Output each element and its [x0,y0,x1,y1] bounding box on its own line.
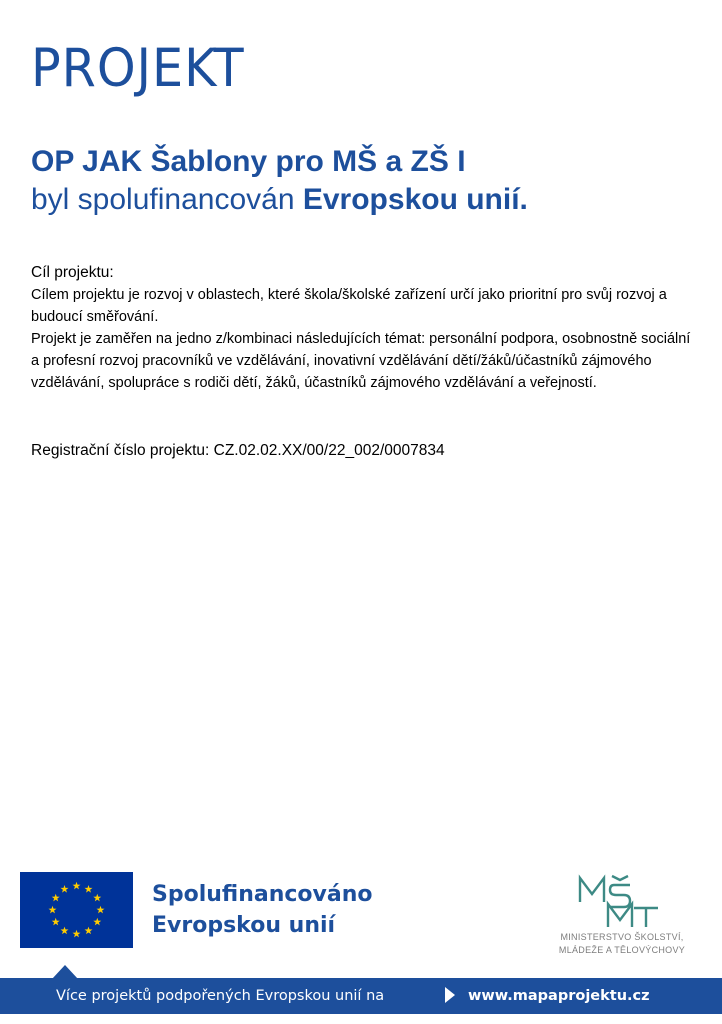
project-title [31,143,711,219]
footer-link[interactable]: www.mapaprojektu.cz [468,988,650,1004]
page-heading: PROJEKT [31,38,245,99]
registration-number: Registrační číslo projektu: CZ.02.02.XX/00/22_002/0007834 [31,442,445,459]
eu-star-icon [97,906,105,914]
eu-star-icon [52,894,60,902]
eu-star-icon [73,882,81,890]
eu-cofunding-line1: Spolufinancováno [152,882,373,907]
goal-label: Cíl projektu: [31,264,114,281]
eu-star-icon [85,927,93,935]
project-title-line2-prefix: byl spolufinancován [31,183,303,216]
eu-flag-icon [20,872,133,948]
eu-star-icon [93,894,101,902]
eu-cofunding-line2: Evropskou unií [152,913,336,938]
eu-star-icon [61,885,69,893]
eu-star-icon [61,927,69,935]
eu-star-icon [73,930,81,938]
footer-bar-notch [52,965,78,979]
eu-star-icon [52,918,60,926]
eu-star-icon [49,906,57,914]
msmt-name-line1: MINISTERSTVO ŠKOLSTVÍ, [560,932,684,942]
eu-cofunding-label [152,879,373,941]
goal-paragraph-2: Projekt je zaměřen na jedno z/kombinaci následujících témat: personální podpora, osobnostně sociální a profesní rozvoj pracovníků ve vzdělávání, inovativní vzdělávání dětí/žáků/účastníků zájmového vzdělávání, spolupráce s rodiči dětí, žáků, účastníků zájmového vzdělávání a veřejností. [31,331,691,391]
play-arrow-icon [445,987,455,1003]
footer-text: Více projektů podpořených Evropskou unií na [56,988,385,1004]
project-title-line2-bold: Evropskou unií. [302,183,528,216]
msmt-name-line2: MLÁDEŽE A TĚLOVÝCHOVY [558,945,686,955]
goal-paragraph-1: Cílem projektu je rozvoj v oblastech, které škola/školské zařízení určí jako prioritní pro svůj rozvoj a budoucí směřování. [31,287,667,325]
msmt-name [537,931,707,957]
eu-star-icon [93,918,101,926]
eu-star-icon [85,885,93,893]
project-description [31,262,691,394]
msmt-logo-icon [574,872,664,930]
project-title-line2 [31,181,711,219]
project-title-line1: OP JAK Šablony pro MŠ a ZŠ I [31,145,466,178]
